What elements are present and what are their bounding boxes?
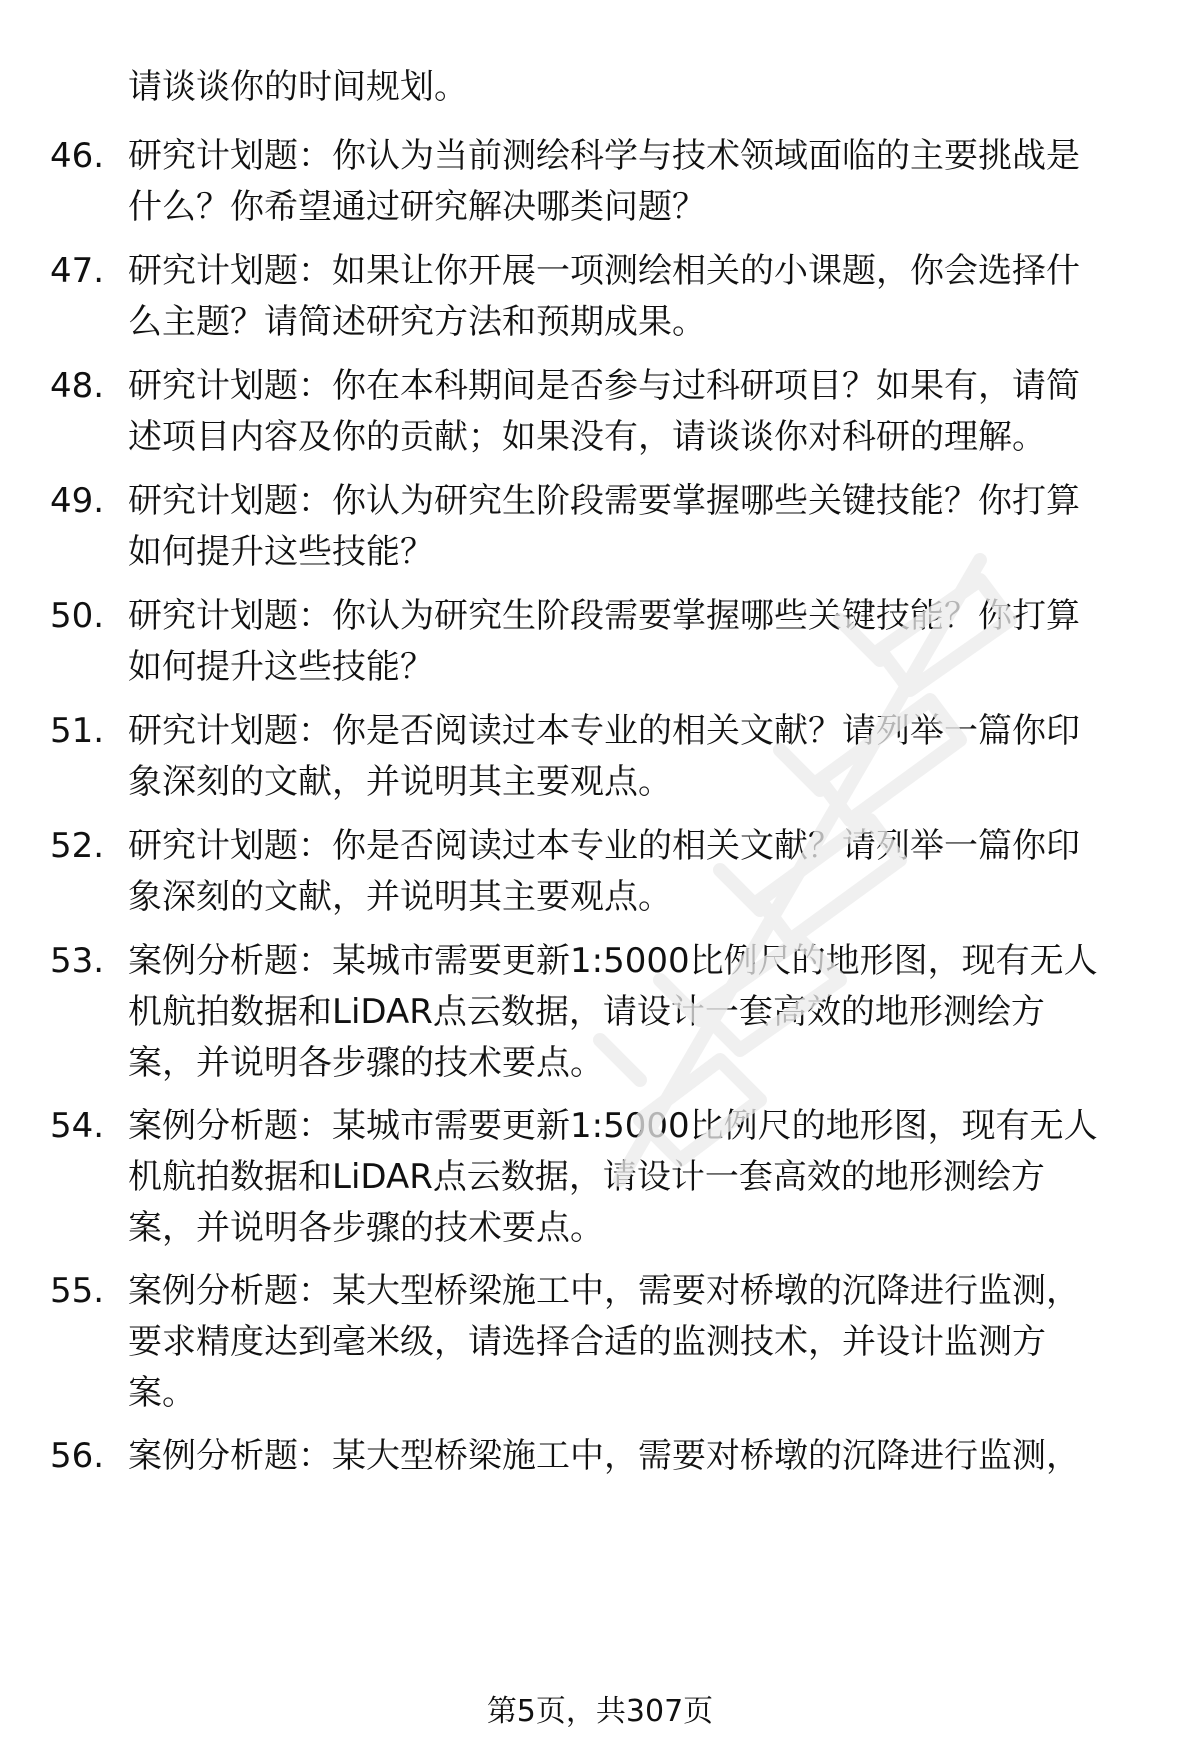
list-item: [50, 936, 1150, 1089]
item-text-line: 研究计划题：如果让你开展一项测绘相关的小课题，你会选择什: [128, 251, 1080, 291]
item-text-line: 什么？你希望通过研究解决哪类问题？: [128, 187, 706, 227]
item-number: 51.: [50, 711, 105, 751]
item-text-line: 案，并说明各步骤的技术要点。: [128, 1208, 604, 1248]
item-text-line: 如何提升这些技能？: [128, 647, 434, 687]
item-number: 56.: [50, 1436, 105, 1476]
item-number: 52.: [50, 826, 105, 866]
item-text-line: 研究计划题：你认为当前测绘科学与技术领域面临的主要挑战是: [128, 136, 1080, 176]
list-item: [50, 1431, 1150, 1482]
item-text-line: 述项目内容及你的贡献；如果没有，请谈谈你对科研的理解。: [128, 417, 1046, 457]
item-number: 48.: [50, 366, 105, 406]
item-text-line: 研究计划题：你是否阅读过本专业的相关文献？请列举一篇你印: [128, 711, 1080, 751]
item-number: 54.: [50, 1106, 105, 1146]
list-item: [50, 1266, 1150, 1419]
item-text-line: 研究计划题：你是否阅读过本专业的相关文献？请列举一篇你印: [128, 826, 1080, 866]
item-text-line: 案例分析题：某大型桥梁施工中，需要对桥墩的沉降进行监测，: [128, 1271, 1080, 1311]
item-text-line: 象深刻的文献，并说明其主要观点。: [128, 877, 672, 917]
item-text-line: 研究计划题：你在本科期间是否参与过科研项目？如果有，请简: [128, 366, 1080, 406]
item-text-line: 要求精度达到毫米级，请选择合适的监测技术，并设计监测方: [128, 1322, 1046, 1362]
item-number: 50.: [50, 596, 105, 636]
list-item: [50, 706, 1150, 808]
item-text-line: 么主题？请简述研究方法和预期成果。: [128, 302, 706, 342]
item-number: 46.: [50, 136, 105, 176]
list-item: [50, 821, 1150, 923]
list-item: [50, 131, 1150, 233]
item-text-line: 研究计划题：你认为研究生阶段需要掌握哪些关键技能？你打算: [128, 481, 1080, 521]
list-item: [50, 361, 1150, 463]
item-number: 55.: [50, 1271, 105, 1311]
item-text-line: 机航拍数据和LiDAR点云数据，请设计一套高效的地形测绘方: [128, 1157, 1045, 1197]
page-footer: 第5页，共307页: [486, 1694, 714, 1729]
item-number: 49.: [50, 481, 105, 521]
list-item: [50, 591, 1150, 693]
list-item: [50, 246, 1150, 348]
item-text-line: 案例分析题：某城市需要更新1:5000比例尺的地形图，现有无人: [128, 1106, 1098, 1146]
item-text-line: 案。: [128, 1373, 196, 1413]
item-text-line: 如何提升这些技能？: [128, 532, 434, 572]
item-text-line: 案例分析题：某城市需要更新1:5000比例尺的地形图，现有无人: [128, 941, 1098, 981]
item-text-line: 案例分析题：某大型桥梁施工中，需要对桥墩的沉降进行监测，: [128, 1436, 1080, 1476]
item-text-line: 案，并说明各步骤的技术要点。: [128, 1043, 604, 1083]
item-number: 53.: [50, 941, 105, 981]
item-text-line: 机航拍数据和LiDAR点云数据，请设计一套高效的地形测绘方: [128, 992, 1045, 1032]
list-item: [50, 476, 1150, 578]
item-number: 47.: [50, 251, 105, 291]
continuation-text: 请谈谈你的时间规划。: [128, 67, 468, 107]
list-item: [50, 1101, 1150, 1254]
item-text-line: 研究计划题：你认为研究生阶段需要掌握哪些关键技能？你打算: [128, 596, 1080, 636]
item-text-line: 象深刻的文献，并说明其主要观点。: [128, 762, 672, 802]
